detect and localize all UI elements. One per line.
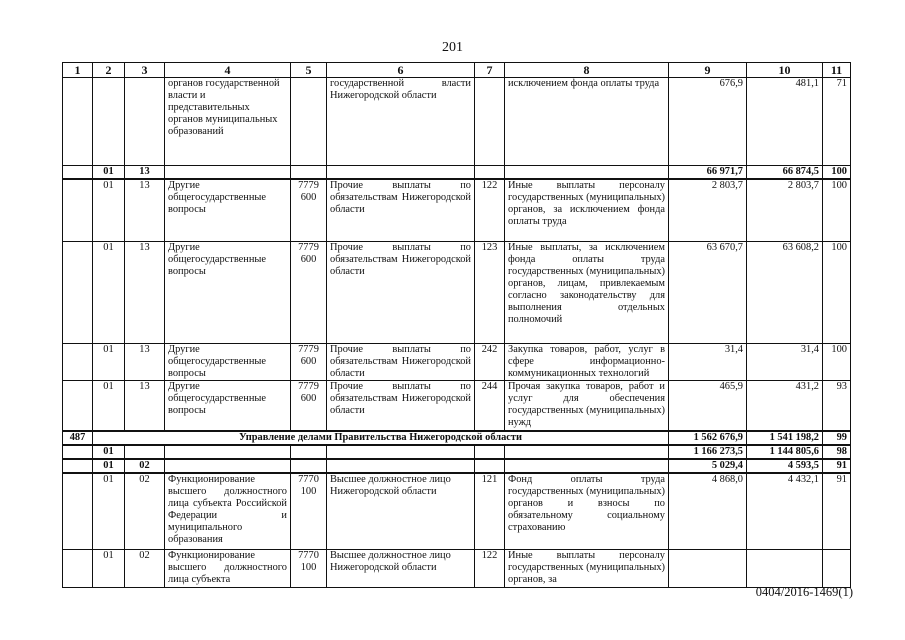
cell-expense-name: Иные выплаты, за исключением фонда оплаты труда государственных (муниципальных) органов, лицам, привлекаемым согласно законодательству для выполнения отдельных полномочий: [505, 241, 669, 343]
cell-section: 01: [93, 380, 125, 431]
cell-expense-name: Закупка товаров, работ, услуг в сфере информационно-коммуникационных технологий: [505, 343, 669, 380]
org-title: Управление делами Правительства Нижегородской области: [93, 431, 669, 445]
cell-target-name: Прочие выплаты по обязательствам Нижегородской области: [327, 179, 475, 241]
cell-org-code: [63, 459, 93, 473]
cell-target-name: государственной власти Нижегородской области: [327, 78, 475, 166]
cell-subsection-name: органов государственной власти и представительных органов муниципальных образований: [165, 78, 291, 166]
cell-section: 01: [93, 166, 125, 180]
column-header: 1: [63, 63, 93, 78]
cell-section: 01: [93, 459, 125, 473]
cell-planned: 5 029,4: [669, 459, 747, 473]
cell-target-name: Высшее должностное лицо Нижегородской области: [327, 473, 475, 549]
cell-expense-type: [475, 445, 505, 459]
cell-subsection-name: [165, 459, 291, 473]
cell-expense-type: 242: [475, 343, 505, 380]
cell-subsection: 02: [125, 459, 165, 473]
cell-target-name: [327, 445, 475, 459]
cell-target-name: Прочие выплаты по обязательствам Нижегородской области: [327, 241, 475, 343]
cell-org-code: [63, 179, 93, 241]
cell-executed: 4 432,1: [747, 473, 823, 549]
cell-percent: 71: [823, 78, 851, 166]
cell-section: 01: [93, 241, 125, 343]
cell-expense-name: Фонд оплаты труда государственных (муниципальных) органов и взносы по обязательному социальному страхованию: [505, 473, 669, 549]
cell-section: 01: [93, 343, 125, 380]
table-row: [63, 343, 851, 380]
cell-org-code: [63, 241, 93, 343]
table-row: [63, 549, 851, 587]
cell-percent: 91: [823, 473, 851, 549]
cell-planned: 4 868,0: [669, 473, 747, 549]
cell-target-name: Прочие выплаты по обязательствам Нижегородской области: [327, 380, 475, 431]
cell-expense-type: 121: [475, 473, 505, 549]
cell-expense-type: [475, 166, 505, 180]
cell-percent: 93: [823, 380, 851, 431]
cell-target-code: [291, 78, 327, 166]
cell-org-code: [63, 78, 93, 166]
cell-planned: 31,4: [669, 343, 747, 380]
cell-executed: 63 608,2: [747, 241, 823, 343]
cell-subsection: 02: [125, 473, 165, 549]
org-total-row: [63, 431, 851, 445]
cell-subsection: 02: [125, 549, 165, 587]
cell-section: 01: [93, 473, 125, 549]
cell-percent: 100: [823, 241, 851, 343]
table-row: [63, 241, 851, 343]
cell-expense-name: [505, 166, 669, 180]
cell-target-code: 7779 600: [291, 343, 327, 380]
cell-executed: 1 144 805,6: [747, 445, 823, 459]
cell-executed: [747, 549, 823, 587]
cell-section: 01: [93, 445, 125, 459]
cell-subsection: 13: [125, 343, 165, 380]
cell-target-name: [327, 166, 475, 180]
cell-planned: 1 562 676,9: [669, 431, 747, 445]
cell-executed: 2 803,7: [747, 179, 823, 241]
table-row: [63, 459, 851, 473]
cell-target-code: 7779 600: [291, 241, 327, 343]
column-header: 3: [125, 63, 165, 78]
document-code: 0404/2016-1469(1): [755, 585, 853, 599]
cell-target-code: [291, 166, 327, 180]
cell-expense-type: [475, 459, 505, 473]
cell-target-name: Высшее должностное лицо Нижегородской области: [327, 549, 475, 587]
cell-section: 01: [93, 549, 125, 587]
table-row: [63, 445, 851, 459]
column-header: 4: [165, 63, 291, 78]
cell-org-code: [63, 473, 93, 549]
cell-expense-name: Иные выплаты персоналу государственных (муниципальных) органов, за исключением фонда оплаты труда: [505, 179, 669, 241]
cell-subsection: 13: [125, 166, 165, 180]
cell-expense-type: 122: [475, 179, 505, 241]
cell-subsection-name: [165, 445, 291, 459]
cell-subsection: [125, 78, 165, 166]
column-header: 9: [669, 63, 747, 78]
cell-percent: 91: [823, 459, 851, 473]
budget-table: [62, 62, 851, 588]
cell-target-name: [327, 459, 475, 473]
cell-percent: 98: [823, 445, 851, 459]
cell-expense-type: 244: [475, 380, 505, 431]
cell-executed: 4 593,5: [747, 459, 823, 473]
cell-expense-name: Иные выплаты персоналу государственных (муниципальных) органов, за: [505, 549, 669, 587]
cell-executed: 66 874,5: [747, 166, 823, 180]
column-header: 10: [747, 63, 823, 78]
cell-percent: 100: [823, 166, 851, 180]
cell-subsection-name: Функционирование высшего должностного лица субъекта Российской Федерации и муниципального образования: [165, 473, 291, 549]
cell-subsection: [125, 445, 165, 459]
cell-target-code: 7779 600: [291, 179, 327, 241]
table-header-row: [63, 63, 851, 78]
cell-target-code: [291, 445, 327, 459]
column-header: 5: [291, 63, 327, 78]
column-header: 7: [475, 63, 505, 78]
cell-target-code: [291, 459, 327, 473]
cell-subsection-name: [165, 166, 291, 180]
cell-planned: [669, 549, 747, 587]
cell-subsection: 13: [125, 380, 165, 431]
cell-org-code: 487: [63, 431, 93, 445]
cell-section: [93, 78, 125, 166]
table-row: [63, 179, 851, 241]
table-row: [63, 380, 851, 431]
cell-section: 01: [93, 179, 125, 241]
cell-expense-name: [505, 445, 669, 459]
table-row: [63, 473, 851, 549]
cell-subsection-name: Другие общегосударственные вопросы: [165, 380, 291, 431]
cell-org-code: [63, 549, 93, 587]
cell-executed: 1 541 198,2: [747, 431, 823, 445]
cell-org-code: [63, 445, 93, 459]
cell-target-code: 7770 100: [291, 549, 327, 587]
cell-org-code: [63, 343, 93, 380]
cell-expense-name: Прочая закупка товаров, работ и услуг для обеспечения государственных (муниципальных) нужд: [505, 380, 669, 431]
cell-percent: [823, 549, 851, 587]
column-header: 6: [327, 63, 475, 78]
cell-planned: 63 670,7: [669, 241, 747, 343]
cell-planned: 465,9: [669, 380, 747, 431]
cell-planned: 676,9: [669, 78, 747, 166]
page-number: 201: [442, 40, 463, 55]
cell-subsection: 13: [125, 179, 165, 241]
cell-planned: 1 166 273,5: [669, 445, 747, 459]
cell-executed: 431,2: [747, 380, 823, 431]
cell-subsection-name: Другие общегосударственные вопросы: [165, 343, 291, 380]
cell-expense-type: 123: [475, 241, 505, 343]
column-header: 11: [823, 63, 851, 78]
cell-expense-name: исключением фонда оплаты труда: [505, 78, 669, 166]
cell-executed: 31,4: [747, 343, 823, 380]
cell-percent: 100: [823, 343, 851, 380]
cell-expense-type: 122: [475, 549, 505, 587]
cell-percent: 100: [823, 179, 851, 241]
cell-planned: 2 803,7: [669, 179, 747, 241]
cell-org-code: [63, 166, 93, 180]
column-header: 8: [505, 63, 669, 78]
cell-target-code: 7770 100: [291, 473, 327, 549]
cell-org-code: [63, 380, 93, 431]
cell-subsection-name: Другие общегосударственные вопросы: [165, 241, 291, 343]
cell-target-name: Прочие выплаты по обязательствам Нижегородской области: [327, 343, 475, 380]
cell-target-code: 7779 600: [291, 380, 327, 431]
column-header: 2: [93, 63, 125, 78]
cell-percent: 99: [823, 431, 851, 445]
cell-subsection-name: Другие общегосударственные вопросы: [165, 179, 291, 241]
cell-subsection-name: Функционирование высшего должностного лица субъекта: [165, 549, 291, 587]
table-row: [63, 166, 851, 180]
cell-planned: 66 971,7: [669, 166, 747, 180]
cell-executed: 481,1: [747, 78, 823, 166]
cell-subsection: 13: [125, 241, 165, 343]
table-row: [63, 78, 851, 166]
cell-expense-type: [475, 78, 505, 166]
cell-expense-name: [505, 459, 669, 473]
